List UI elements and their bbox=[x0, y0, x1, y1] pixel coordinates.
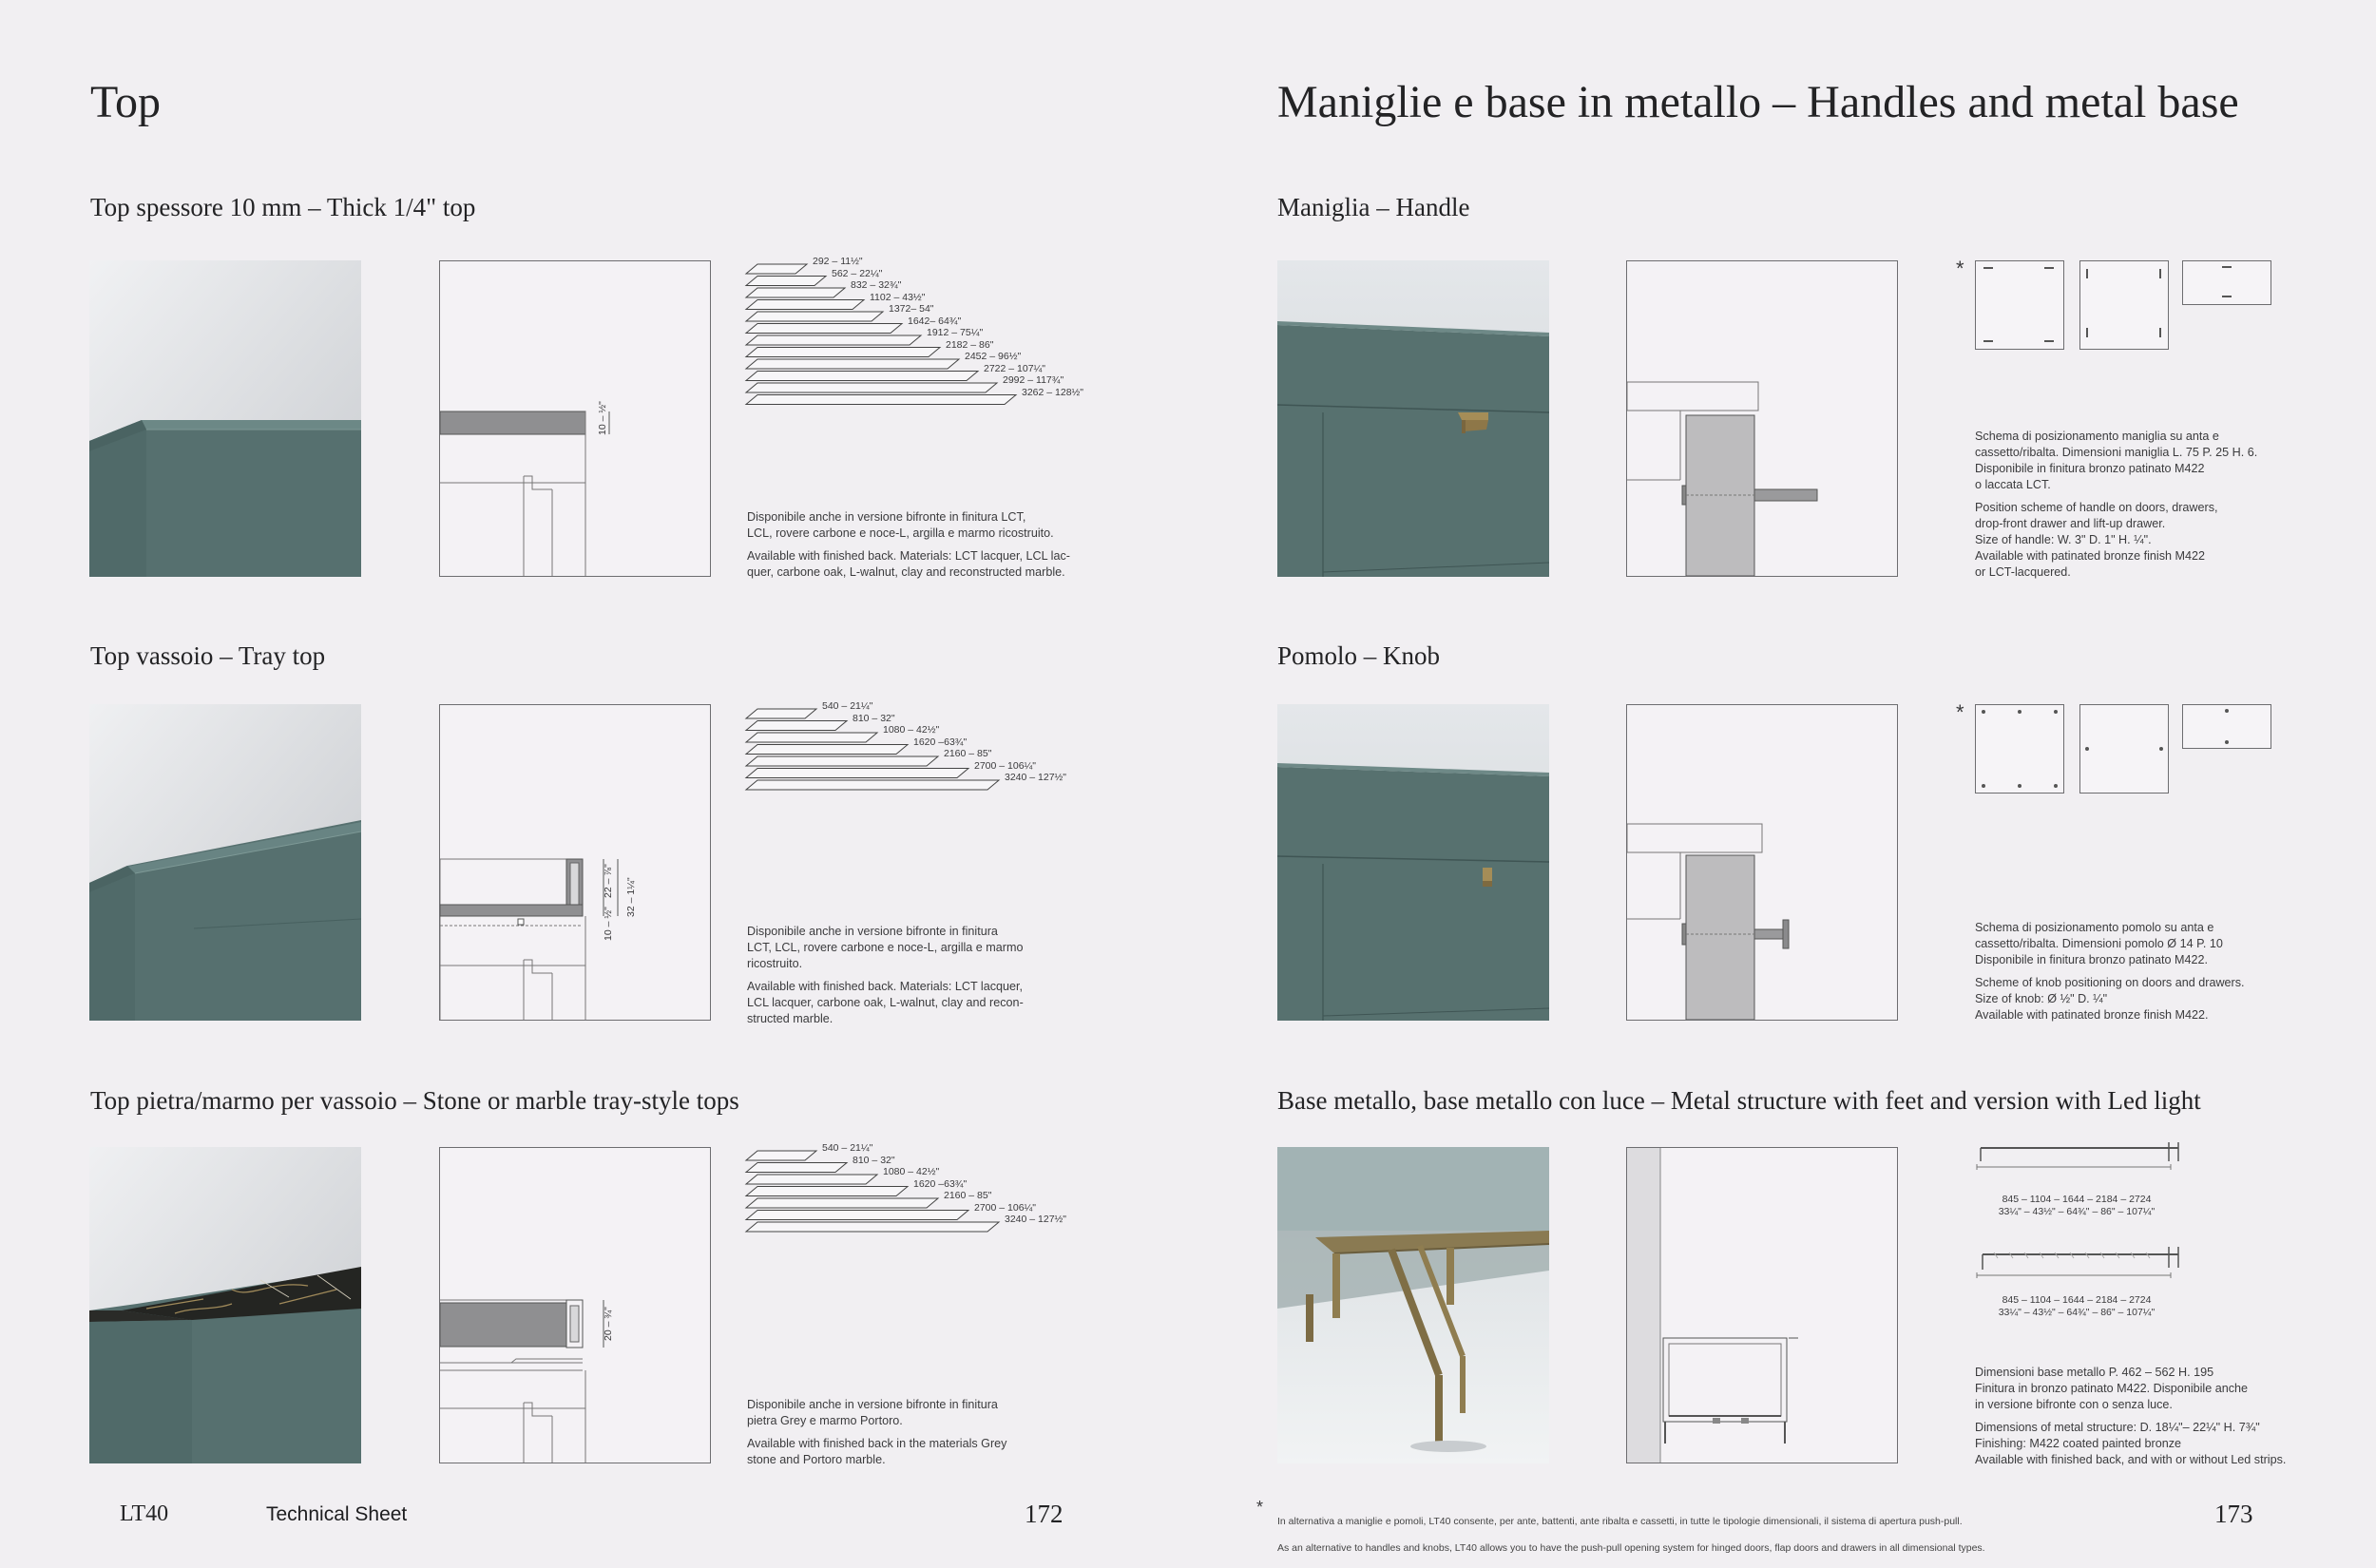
top-10mm-slab bbox=[746, 300, 864, 310]
page-title-right: Maniglie e base in metallo – Handles and metal base bbox=[1277, 77, 2239, 127]
section-heading-handle: Maniglia – Handle bbox=[1277, 193, 1470, 221]
footer-page-number-right: 173 bbox=[2214, 1500, 2253, 1528]
tray-top-slab bbox=[746, 733, 877, 742]
top-10mm-size-label: 3262 – 128½" bbox=[1022, 386, 1084, 398]
tray-top-description bbox=[747, 924, 1146, 1034]
top-10mm-size-label: 1642– 64¾" bbox=[908, 315, 962, 327]
tray-top-label-b: 22 – ⅞" bbox=[603, 864, 614, 898]
top-10mm-slab bbox=[746, 383, 997, 392]
metal-base-photo bbox=[1277, 1147, 1549, 1463]
top-10mm-size-label: 832 – 32¾" bbox=[851, 279, 902, 291]
knob-section-drawing bbox=[1626, 704, 1898, 1021]
stone-tray-size-label: 540 – 21¼" bbox=[822, 1142, 873, 1154]
stone-tray-size-label: 3240 – 127½" bbox=[1005, 1214, 1067, 1225]
stone-tray-photo bbox=[89, 1147, 361, 1463]
top-10mm-size-label: 2722 – 107¼" bbox=[984, 362, 1046, 374]
metal-base-sizes-mm-top: 845 – 1104 – 1644 – 2184 – 2724 bbox=[2002, 1194, 2152, 1205]
footer-label: Technical Sheet bbox=[266, 1503, 408, 1525]
top-10mm-slab bbox=[746, 395, 1016, 405]
top-10mm-description bbox=[747, 509, 1146, 587]
stone-tray-slab bbox=[746, 1163, 847, 1173]
tray-top-size-label: 3240 – 127½" bbox=[1005, 772, 1067, 783]
top-10mm-slab bbox=[746, 335, 921, 345]
tray-top-label-c: 32 – 1¼" bbox=[625, 877, 637, 917]
tray-top-size-label: 540 – 21¼" bbox=[822, 700, 873, 712]
tray-top-text-it: Disponibile anche in versione bifronte in finitura LCT, LCL, rovere carbone e noce-L, argilla e marmo ricostruito. bbox=[747, 925, 1024, 970]
top-10mm-size-label: 1372– 54" bbox=[889, 303, 934, 315]
knob-text-en: Scheme of knob positioning on doors and drawers. Size of knob: Ø ½" D. ¼" Available with patinated bronze finish M422. bbox=[1975, 976, 2245, 1022]
footnote-it: In alternativa a maniglie e pomoli, LT40 consente, per ante, battenti, ante ribalta e cassetti, in tutte le tipologie dimensionali, il sistema di apertura push-pull. bbox=[1277, 1516, 1963, 1527]
metal-base-sizes-led bbox=[1986, 1294, 2167, 1319]
top-10mm-slab bbox=[746, 348, 940, 357]
stone-tray-section-drawing bbox=[439, 1147, 711, 1463]
metal-base-sizes-in-led: 33¼" – 43½" – 64¾" – 86" – 107¼" bbox=[1998, 1307, 2156, 1318]
top-10mm-slab bbox=[746, 277, 826, 286]
stone-tray-text-it: Disponibile anche in versione bifronte in finitura pietra Grey e marmo Portoro. bbox=[747, 1398, 998, 1427]
metal-base-text-it: Dimensioni base metallo P. 462 – 562 H. 195 Finitura in bronzo patinato M422. Disponibile anche in versione bifronte con o senza luce. bbox=[1975, 1366, 2249, 1411]
handle-description bbox=[1975, 429, 2355, 587]
knob-drawer-scheme bbox=[2182, 704, 2271, 749]
top-10mm-slab bbox=[746, 324, 902, 334]
footer-brand: LT40 bbox=[120, 1501, 169, 1526]
tray-top-slab bbox=[746, 780, 999, 790]
stone-tray-size-label: 1620 –63¾" bbox=[913, 1177, 968, 1190]
knob-text-it: Schema di posizionamento pomolo su anta e cassetto/ribalta. Dimensioni pomolo Ø 14 P. 10 Disponibile in finitura bronzo patinato M422. bbox=[1975, 921, 2223, 966]
footnote bbox=[1277, 1501, 2095, 1568]
tray-top-photo bbox=[89, 704, 361, 1021]
stone-tray-description bbox=[747, 1397, 1146, 1475]
top-10mm-thickness-label: 10 – ½" bbox=[597, 401, 608, 435]
top-10mm-size-label: 562 – 22¼" bbox=[832, 267, 883, 279]
stone-tray-slab bbox=[746, 1211, 968, 1220]
knob-door-side-scheme bbox=[2079, 704, 2169, 794]
metal-base-sizes-mm-led: 845 – 1104 – 1644 – 2184 – 2724 bbox=[2002, 1294, 2152, 1306]
top-10mm-slab bbox=[746, 264, 807, 274]
stone-tray-slab bbox=[746, 1198, 938, 1208]
knob-door-scheme bbox=[1975, 704, 2064, 794]
metal-base-drawing-top bbox=[1975, 1140, 2184, 1193]
stone-tray-size-label: 2160 – 85" bbox=[944, 1190, 992, 1201]
section-heading-tray-top: Top vassoio – Tray top bbox=[90, 641, 326, 670]
metal-base-description bbox=[1975, 1365, 2365, 1475]
handle-drawer-scheme bbox=[2182, 260, 2271, 305]
stone-tray-slab bbox=[746, 1222, 999, 1232]
top-10mm-slab bbox=[746, 372, 978, 381]
section-heading-metal-base: Base metallo, base metallo con luce – Metal structure with feet and version with Led light bbox=[1277, 1086, 2201, 1115]
knob-photo bbox=[1277, 704, 1549, 1021]
metal-base-text-en: Dimensions of metal structure: D. 18¼"– 22¼" H. 7¾" Finishing: M422 coated painted bronze Available with finished back, and with or without Led strips. bbox=[1975, 1421, 2287, 1466]
page-title-left: Top bbox=[90, 77, 161, 127]
top-10mm-text-it: Disponibile anche in versione bifronte in finitura LCT, LCL, rovere carbone e noce-L, argilla e marmo ricostruito. bbox=[747, 510, 1054, 540]
knob-asterisk: * bbox=[1956, 700, 1964, 724]
footnote-en: As an alternative to handles and knobs, LT40 allows you to have the push-pull opening system for hinged doors, flap doors and drawers in all dimensional types. bbox=[1277, 1542, 1985, 1554]
tray-top-size-label: 2700 – 106¼" bbox=[974, 759, 1037, 772]
top-10mm-size-label: 1102 – 43½" bbox=[870, 291, 926, 303]
tray-top-size-label: 2160 – 85" bbox=[944, 748, 992, 759]
tray-top-slab bbox=[746, 721, 847, 731]
top-10mm-size-label: 292 – 11½" bbox=[813, 256, 863, 267]
stone-tray-thickness-label: 20 – ¾" bbox=[603, 1307, 614, 1341]
footnote-asterisk: * bbox=[1256, 1498, 1264, 1517]
stone-tray-size-label: 810 – 32" bbox=[853, 1154, 895, 1166]
tray-top-slab bbox=[746, 756, 938, 766]
stone-tray-size-label: 2700 – 106¼" bbox=[974, 1201, 1037, 1214]
metal-base-sizes-in-top: 33¼" – 43½" – 64¾" – 86" – 107¼" bbox=[1998, 1206, 2156, 1217]
top-10mm-slab bbox=[746, 359, 959, 369]
stone-tray-slab bbox=[746, 1187, 908, 1196]
tray-top-text-en: Available with finished back. Materials: LCT lacquer, LCL lacquer, carbone oak, L-walnut, clay and recon- structed marble. bbox=[747, 980, 1024, 1025]
stone-tray-slab bbox=[746, 1151, 816, 1160]
tray-top-size-label: 1080 – 42½" bbox=[883, 724, 940, 736]
handle-photo bbox=[1277, 260, 1549, 577]
top-10mm-size-label: 1912 – 75¼" bbox=[927, 327, 984, 338]
handle-asterisk: * bbox=[1956, 257, 1964, 280]
section-heading-stone-tray: Top pietra/marmo per vassoio – Stone or marble tray-style tops bbox=[90, 1086, 739, 1115]
tray-top-slab bbox=[746, 769, 968, 778]
footer-page-number-left: 172 bbox=[1025, 1500, 1063, 1528]
metal-base-sizes-top bbox=[1986, 1194, 2167, 1218]
tray-top-size-label: 810 – 32" bbox=[853, 712, 895, 724]
knob-description bbox=[1975, 920, 2355, 1030]
top-10mm-size-label: 2182 – 86" bbox=[946, 338, 994, 351]
handle-text-en: Position scheme of handle on doors, drawers, drop-front drawer and lift-up drawer. Size of handle: W. 3" D. 1" H. ¼". Available with patinated bronze finish M422 or LCT-lacquered. bbox=[1975, 501, 2218, 579]
top-10mm-text-en: Available with finished back. Materials: LCT lacquer, LCL lac- quer, carbone oak, L-walnut, clay and reconstructed marble. bbox=[747, 549, 1070, 579]
metal-base-led-drawing bbox=[1975, 1239, 2184, 1291]
handle-text-it: Schema di posizionamento maniglia su anta e cassetto/ribalta. Dimensioni maniglia L. 75 P. 25 H. 6. Disponibile in finitura bronzo patinato M422 o laccata LCT. bbox=[1975, 430, 2258, 491]
section-heading-knob: Pomolo – Knob bbox=[1277, 641, 1441, 670]
top-10mm-size-label: 2452 – 96½" bbox=[965, 351, 1022, 362]
top-10mm-slab bbox=[746, 288, 845, 297]
tray-top-size-label: 1620 –63¾" bbox=[913, 736, 968, 748]
top-10mm-slab bbox=[746, 312, 883, 321]
handle-door-scheme bbox=[1975, 260, 2064, 350]
section-heading-top-10mm: Top spessore 10 mm – Thick 1/4" top bbox=[90, 193, 476, 221]
top-10mm-photo bbox=[89, 260, 361, 577]
top-10mm-size-label: 2992 – 117¾" bbox=[1003, 374, 1064, 386]
handle-door-vertical-scheme bbox=[2079, 260, 2169, 350]
stone-tray-slab bbox=[746, 1175, 877, 1184]
stone-tray-size-label: 1080 – 42½" bbox=[883, 1166, 940, 1177]
tray-top-slab bbox=[746, 709, 816, 718]
top-10mm-section-drawing bbox=[439, 260, 711, 577]
handle-section-drawing bbox=[1626, 260, 1898, 577]
metal-base-section-drawing bbox=[1626, 1147, 1898, 1463]
tray-top-slab bbox=[746, 745, 908, 755]
tray-top-label-a: 10 – ½" bbox=[603, 907, 614, 941]
stone-tray-text-en: Available with finished back in the materials Grey stone and Portoro marble. bbox=[747, 1437, 1007, 1466]
tray-top-section-drawing bbox=[439, 704, 711, 1021]
